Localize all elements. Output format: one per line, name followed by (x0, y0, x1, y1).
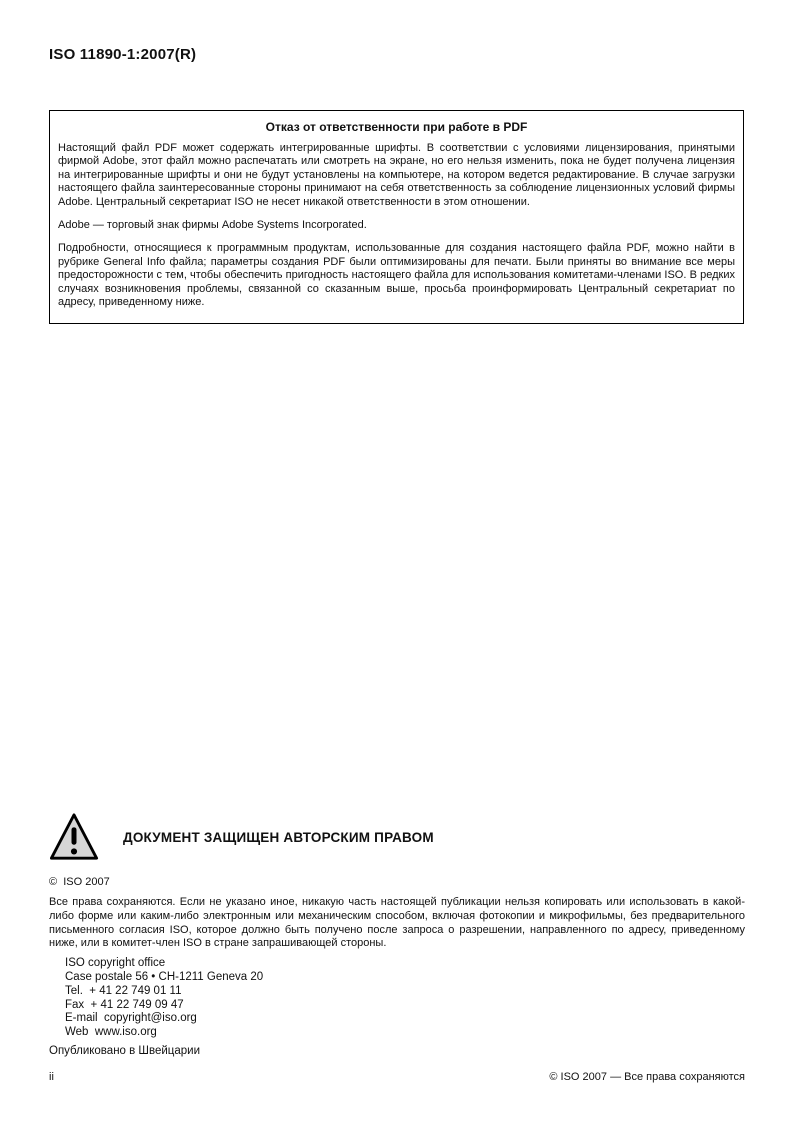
copyright-body-text: Все права сохраняются. Если не указано иное, никакую часть настоящей публикации нельзя копировать или использовать в какой-либо форме или каким-либо электронным или механическим способом, включая фотокопии и микрофильмы, без предварительного письменного согласия ISO, которое должно быть получено после запроса о разрешении, направленного по адресу, приведенному ниже, или в комитет-член ISO в стране запрашивающей стороны. (49, 896, 745, 950)
disclaimer-title: Отказ от ответственности при работе в PDF (265, 120, 528, 134)
warning-triangle-icon (49, 812, 99, 862)
copyright-section (49, 812, 745, 1057)
address-line-postal: Case postale 56 • CH-1211 Geneva 20 (65, 970, 264, 983)
copyright-heading: ДОКУМЕНТ ЗАЩИЩЕН АВТОРСКИМ ПРАВОМ (123, 829, 434, 845)
published-in-line: Опубликовано в Швейцарии (49, 1044, 200, 1057)
disclaimer-paragraph: Настоящий файл PDF может содержать интегрированные шрифты. В соответствии с условиями лицензирования, принятыми фирмой Adobe, этот файл можно распечатать или смотреть на экране, но его нельзя изменить, пока не будет получена лицензия на интегрированные шрифты и они не будут установлены на компьютере, на котором ведется редактирование. В случае загрузки настоящего файла заинтересованные стороны принимают на себя ответственность за соблюдение лицензионных условий фирмы Adobe. Центральный секретариат ISO не несет никакой ответственности в этом отношении. (58, 142, 735, 208)
disclaimer-paragraph: Подробности, относящиеся к программным продуктам, использованные для создания настоящего файла PDF, можно найти в рубрике General Info файла; параметры создания PDF были оптимизированы для печати. Были приняты во внимание все меры предосторожности с тем, чтобы обеспечить пригодность настоящего файла для использования комитетами-членами ISO. В редких случаях возникновения проблемы, связанной со сказанным выше, просьба проинформировать Центральный секретариат по адресу, приведенному ниже. (58, 242, 735, 309)
pdf-disclaimer-box (49, 110, 744, 324)
page-number: ii (49, 1071, 54, 1083)
address-line-email: E-mail copyright@iso.org (65, 1012, 197, 1025)
page-footer (49, 1071, 745, 1083)
address-line-fax: Fax + 41 22 749 09 47 (65, 998, 184, 1011)
iso-address-block (65, 957, 745, 1040)
disclaimer-paragraph: Adobe — торговый знак фирмы Adobe Systems Incorporated. (58, 219, 367, 232)
copyright-year-line: © ISO 2007 (49, 876, 110, 888)
address-line-web: Web www.iso.org (65, 1026, 157, 1039)
document-reference-header: ISO 11890-1:2007(R) (49, 46, 197, 63)
footer-copyright-notice: © ISO 2007 — Все права сохраняются (549, 1071, 745, 1083)
address-line-tel: Tel. + 41 22 749 01 11 (65, 984, 182, 997)
copyright-header (49, 812, 745, 862)
address-line-office: ISO copyright office (65, 957, 166, 970)
